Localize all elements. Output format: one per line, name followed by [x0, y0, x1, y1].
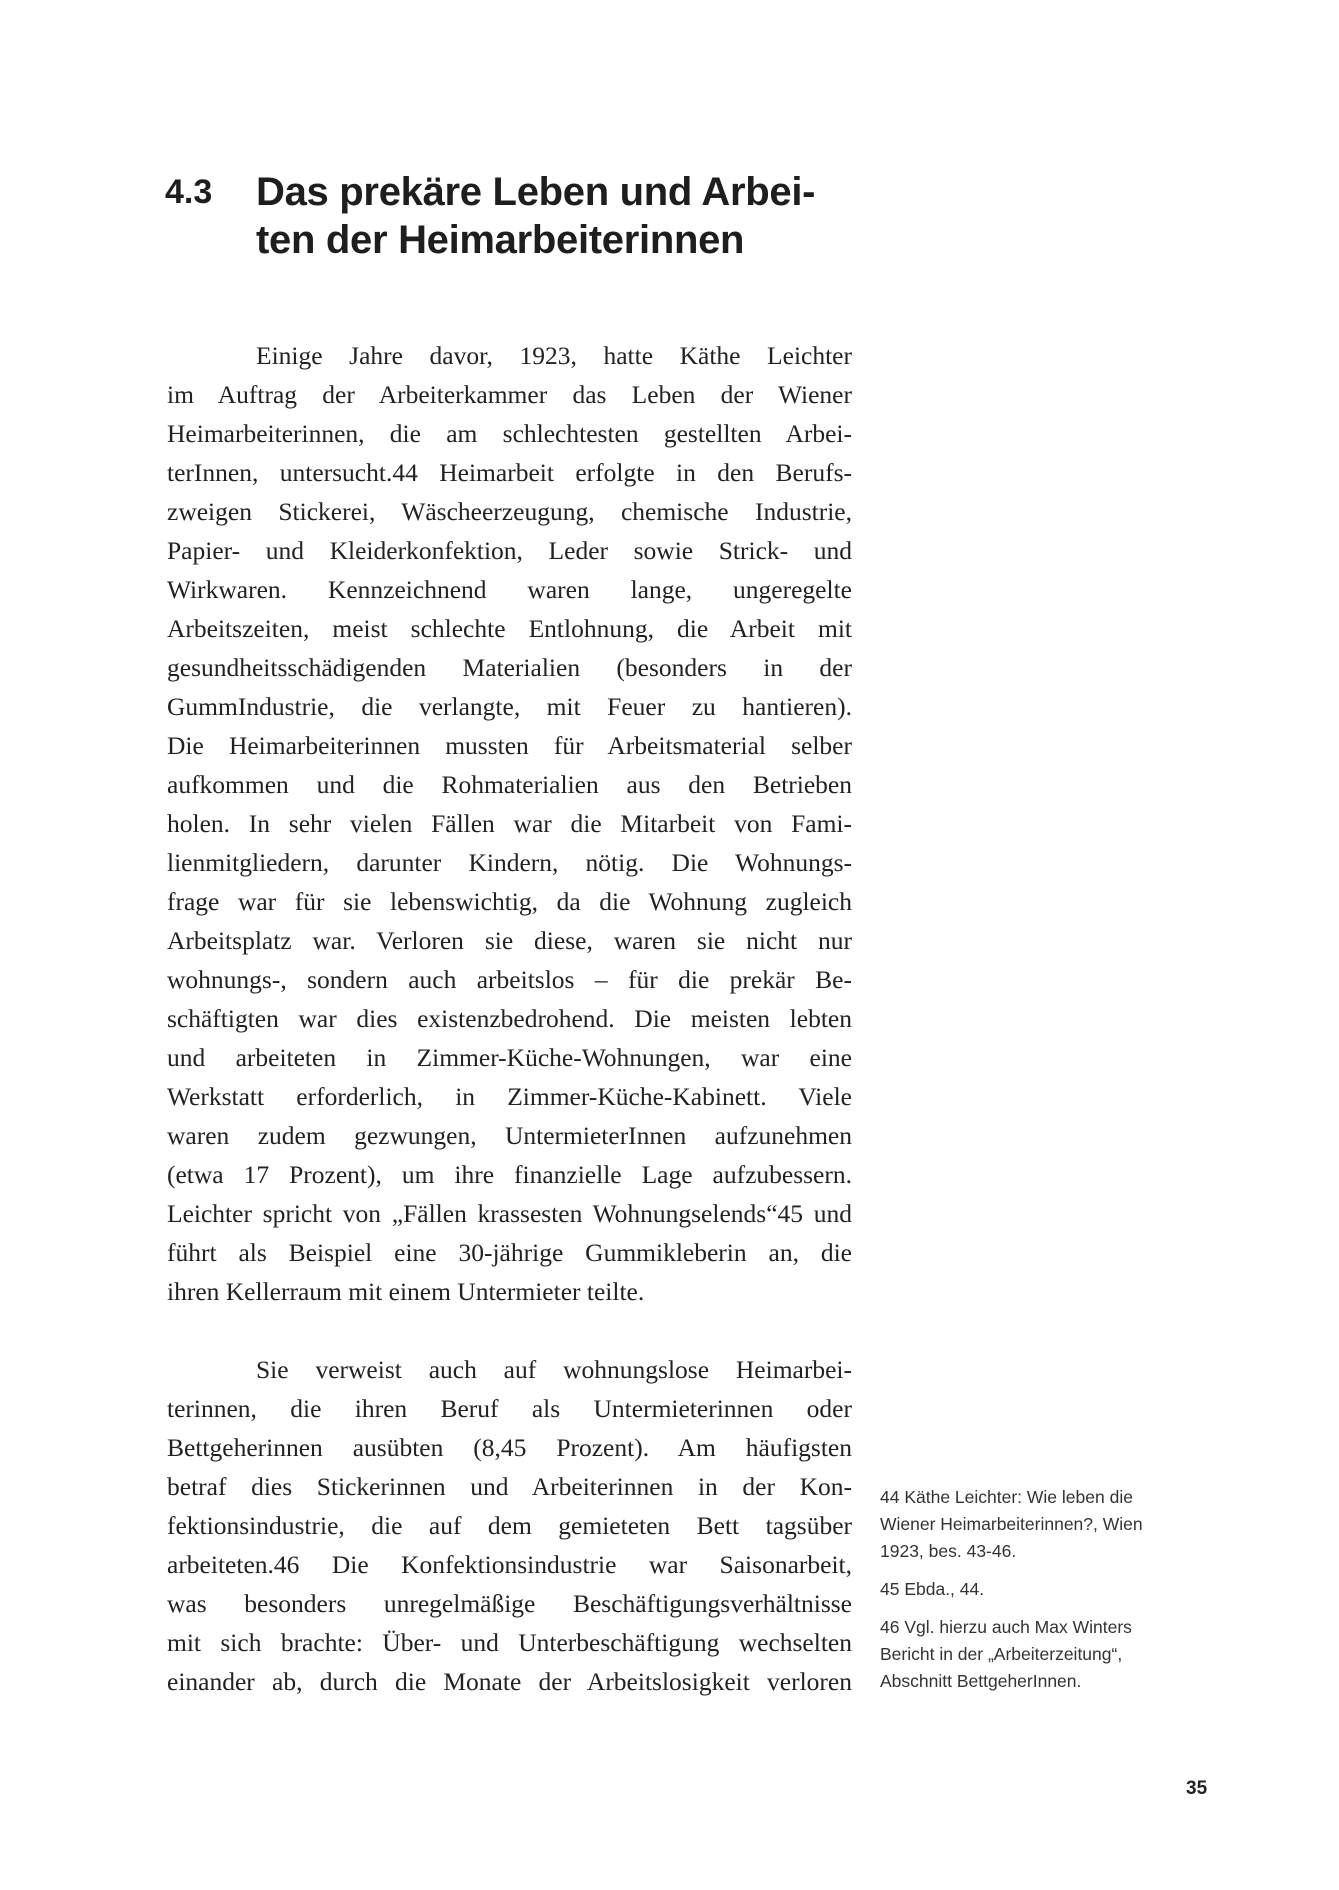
- text-line: lienmitgliedern, darunter Kindern, nötig. Die Wohnungs-: [167, 848, 852, 877]
- footnote-line: 45 Ebda., 44.: [880, 1579, 985, 1599]
- text-line: was besonders unregelmäßige Beschäftigungsverhältnisse: [167, 1589, 852, 1618]
- text-line: Arbeitsplatz war. Verloren sie diese, waren sie nicht nur: [167, 926, 852, 955]
- text-line: Die Heimarbeiterinnen mussten für Arbeitsmaterial selber: [167, 731, 852, 760]
- text-line: waren zudem gezwungen, UntermieterInnen aufzunehmen: [167, 1121, 852, 1150]
- text-line: frage war für sie lebenswichtig, da die Wohnung zugleich: [167, 887, 852, 916]
- text-line: Werkstatt erforderlich, in Zimmer-Küche-Kabinett. Viele: [167, 1082, 852, 1111]
- text-line: terinnen, die ihren Beruf als Untermieterinnen oder: [167, 1394, 852, 1423]
- footnotes: [880, 1484, 1200, 1706]
- text-line: Papier- und Kleiderkonfektion, Leder sowie Strick- und: [167, 536, 852, 565]
- text-line: (etwa 17 Prozent), um ihre finanzielle Lage aufzubessern.: [167, 1160, 852, 1189]
- footnote-line: 1923, bes. 43-46.: [880, 1541, 1017, 1561]
- text-line: zweigen Stickerei, Wäscheerzeugung, chemische Industrie,: [167, 497, 852, 526]
- section-title-line: ten der Heimarbeiterinnen: [256, 218, 745, 262]
- text-line: arbeiteten.46 Die Konfektionsindustrie war Saisonarbeit,: [167, 1550, 852, 1579]
- text-line: holen. In sehr vielen Fällen war die Mitarbeit von Fami-: [167, 809, 852, 838]
- text-line: und arbeiteten in Zimmer-Küche-Wohnungen, war eine: [167, 1043, 852, 1072]
- footnote-line: 44 Käthe Leichter: Wie leben die: [880, 1487, 1133, 1507]
- footnote-line: 46 Vgl. hierzu auch Max Winters: [880, 1617, 1132, 1637]
- text-line: gesundheitsschädigenden Materialien (besonders in der: [167, 653, 852, 682]
- footnote-line: Wiener Heimarbeiterinnen?, Wien: [880, 1514, 1143, 1534]
- page-number: 35: [1186, 1778, 1208, 1799]
- text-line: Einige Jahre davor, 1923, hatte Käthe Leichter: [256, 341, 852, 370]
- text-line: Bettgeherinnen ausübten (8,45 Prozent). Am häufigsten: [167, 1433, 852, 1462]
- text-line: betraf dies Stickerinnen und Arbeiterinnen in der Kon-: [167, 1472, 852, 1501]
- text-line: Leichter spricht von „Fällen krassesten Wohnungselends“45 und: [167, 1199, 852, 1228]
- text-line: führt als Beispiel eine 30-jährige Gummikleberin an, die: [167, 1238, 852, 1267]
- text-line: terInnen, untersucht.44 Heimarbeit erfolgte in den Berufs-: [167, 458, 852, 487]
- footnote-line: Bericht in der „Arbeiterzeitung“,: [880, 1644, 1123, 1664]
- text-line: schäftigten war dies existenzbedrohend. Die meisten lebten: [167, 1004, 852, 1033]
- text-line: Wirkwaren. Kennzeichnend waren lange, ungeregelte: [167, 575, 852, 604]
- text-line: Heimarbeiterinnen, die am schlechtesten gestellten Arbei-: [167, 419, 852, 448]
- text-line: einander ab, durch die Monate der Arbeitslosigkeit verloren: [167, 1667, 852, 1696]
- text-line: mit sich brachte: Über- und Unterbeschäftigung wechselten: [167, 1628, 852, 1657]
- text-line: GummIndustrie, die verlangte, mit Feuer zu hantieren).: [167, 692, 852, 721]
- footnote-45: [880, 1576, 1200, 1603]
- text-line: fektionsindustrie, die auf dem gemieteten Bett tagsüber: [167, 1511, 852, 1540]
- footnote-44: [880, 1484, 1200, 1565]
- footnote-46: [880, 1614, 1200, 1695]
- text-line: wohnungs-, sondern auch arbeitslos – für die prekär Be-: [167, 965, 852, 994]
- text-line: aufkommen und die Rohmaterialien aus den Betrieben: [167, 770, 852, 799]
- text-line: Arbeitszeiten, meist schlechte Entlohnung, die Arbeit mit: [167, 614, 852, 643]
- text-line: ihren Kellerraum mit einem Untermieter teilte.: [167, 1277, 645, 1306]
- text-line: im Auftrag der Arbeiterkammer das Leben der Wiener: [167, 380, 852, 409]
- text-line: Sie verweist auch auf wohnungslose Heimarbei-: [256, 1355, 852, 1384]
- footnote-line: Abschnitt BettgeherInnen.: [880, 1671, 1082, 1691]
- section-title-line: Das prekäre Leben und Arbei-: [256, 170, 816, 214]
- section-number: 4.3: [165, 173, 213, 211]
